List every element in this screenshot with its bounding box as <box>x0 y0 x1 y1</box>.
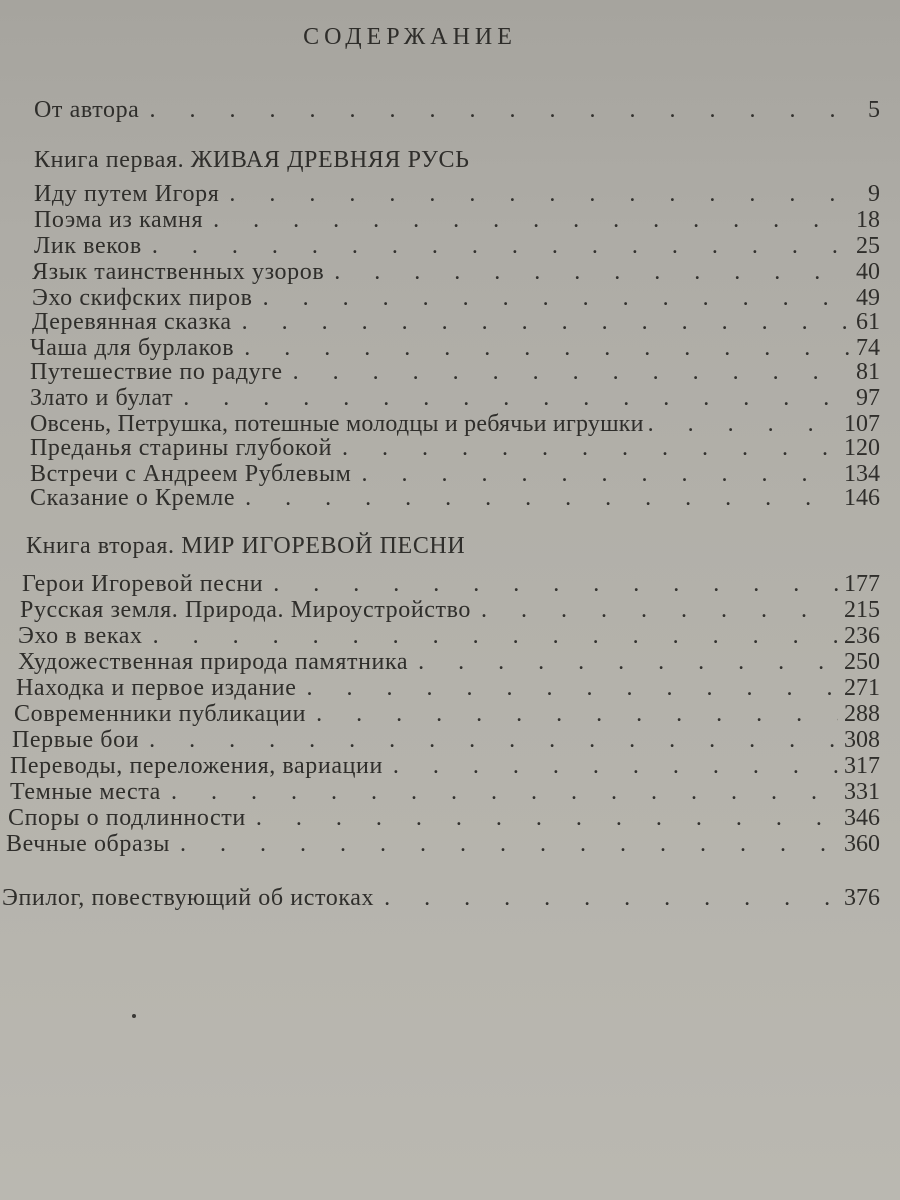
toc-entry-label: Путешествие по радуге <box>30 359 283 385</box>
ink-speck <box>132 1014 136 1018</box>
toc-entry-label: Споры о подлинности <box>8 805 246 831</box>
toc-entry <box>6 830 880 858</box>
toc-entry-label: Русская земля. Природа. Мироустройство <box>20 597 471 623</box>
toc-page-number: 360 <box>844 831 880 857</box>
toc-page-number: 146 <box>844 485 880 511</box>
dot-leader <box>263 570 838 598</box>
toc-page-number: 5 <box>868 97 880 123</box>
toc-page-number: 107 <box>844 411 880 437</box>
toc-page-number: 81 <box>856 359 880 385</box>
toc-entry-label: Встречи с Андреем Рублевым <box>30 461 352 487</box>
dot-leader <box>297 674 839 702</box>
toc-entry <box>30 358 880 386</box>
toc-page-number: 120 <box>844 435 880 461</box>
toc-page-number: 376 <box>844 885 880 911</box>
toc-entry <box>16 674 880 702</box>
toc-entry-label: Вечные образы <box>6 831 171 857</box>
dot-leader <box>173 384 850 412</box>
dot-leader <box>383 752 838 780</box>
toc-page-number: 25 <box>856 233 880 259</box>
toc-page-number: 331 <box>844 779 880 805</box>
toc-page-number: 134 <box>844 461 880 487</box>
toc-page-number: 9 <box>868 181 880 207</box>
dot-leader <box>161 778 838 806</box>
toc-entry <box>10 778 880 806</box>
dot-leader <box>246 804 838 832</box>
dot-leader <box>235 484 838 512</box>
dot-leader <box>283 358 850 386</box>
toc-entry-label: Овсень, Петрушка, потешные молодцы и ребячьи игрушки <box>30 411 644 437</box>
dot-leader <box>471 596 838 624</box>
toc-entry-label: Преданья старины глубокой <box>30 435 333 461</box>
toc-entry-label: Эхо скифских пиров <box>32 285 253 311</box>
dot-leader <box>374 884 838 912</box>
toc-page-number: 250 <box>844 649 880 675</box>
toc-page-number: 97 <box>856 385 880 411</box>
toc-entry <box>32 308 880 336</box>
toc-entry <box>34 206 880 234</box>
toc-entry <box>30 384 880 412</box>
toc-page-number: 288 <box>844 701 880 727</box>
dot-leader <box>142 232 850 260</box>
toc-entry <box>30 484 880 512</box>
toc-entry-label: Язык таинственных узоров <box>32 259 325 285</box>
toc-entry <box>22 570 880 598</box>
toc-entry <box>10 752 880 780</box>
toc-entry-label: Эпилог, повествующий об истоках <box>2 885 375 911</box>
toc-page-number: 317 <box>844 753 880 779</box>
toc-entry-label: Чаша для бурлаков <box>30 335 235 361</box>
toc-page-number: 215 <box>844 597 880 623</box>
toc-entry-label: Герои Игоревой песни <box>22 571 264 597</box>
toc-entry-label: Современники публикации <box>14 701 307 727</box>
dot-leader <box>143 622 838 650</box>
toc-page-number: 177 <box>844 571 880 597</box>
dot-leader <box>170 830 838 858</box>
dot-leader <box>324 258 850 286</box>
dot-leader <box>203 206 850 234</box>
toc-entry-label: Иду путем Игоря <box>34 181 220 207</box>
toc-entry <box>30 434 880 462</box>
toc-entry <box>32 258 880 286</box>
toc-page-number: 49 <box>856 285 880 311</box>
toc-entry <box>20 596 880 624</box>
toc-entry-epilogue <box>2 884 880 912</box>
toc-page-number: 18 <box>856 207 880 233</box>
toc-entry-label: От автора <box>34 97 140 123</box>
toc-page-number: 271 <box>844 675 880 701</box>
toc-entry <box>14 700 880 728</box>
toc-entry-label: Лик веков <box>34 233 142 259</box>
toc-entry <box>34 232 880 260</box>
dot-leader <box>139 96 850 124</box>
toc-page-number: 236 <box>844 623 880 649</box>
dot-leader <box>408 648 838 676</box>
toc-entry <box>12 726 880 754</box>
dot-leader <box>332 434 838 462</box>
book2-heading: Книга вторая. МИР ИГОРЕВОЙ ПЕСНИ <box>26 533 466 559</box>
toc-entry-label: Переводы, переложения, вариации <box>10 753 383 779</box>
toc-entry-label: Находка и первое издание <box>16 675 297 701</box>
toc-entry-label: Сказание о Кремле <box>30 485 236 511</box>
toc-entry-preface <box>34 96 880 124</box>
toc-page-number: 308 <box>844 727 880 753</box>
toc-entry-label: Поэма из камня <box>34 207 204 233</box>
book1-heading: Книга первая. ЖИВАЯ ДРЕВНЯЯ РУСЬ <box>34 147 470 173</box>
toc-page-number: 74 <box>856 335 880 361</box>
toc-entry-label: Деревянная сказка <box>32 309 232 335</box>
dot-leader <box>219 180 850 208</box>
toc-page-number: 61 <box>856 309 880 335</box>
toc-entry-label: Эхо в веках <box>18 623 143 649</box>
toc-page-number: 40 <box>856 259 880 285</box>
dot-leader <box>306 700 838 728</box>
toc-entry-label: Первые бои <box>12 727 140 753</box>
toc-entry <box>18 648 880 676</box>
dot-leader <box>139 726 838 754</box>
toc-entry <box>34 180 880 208</box>
page-title: СОДЕРЖАНИЕ <box>303 24 517 50</box>
toc-page-number: 346 <box>844 805 880 831</box>
toc-entry-label: Художественная природа памятника <box>18 649 409 675</box>
toc-entry <box>18 622 880 650</box>
toc-entry-label: Злато и булат <box>30 385 174 411</box>
dot-leader <box>232 308 850 336</box>
toc-entry <box>8 804 880 832</box>
toc-entry-label: Темные места <box>10 779 161 805</box>
